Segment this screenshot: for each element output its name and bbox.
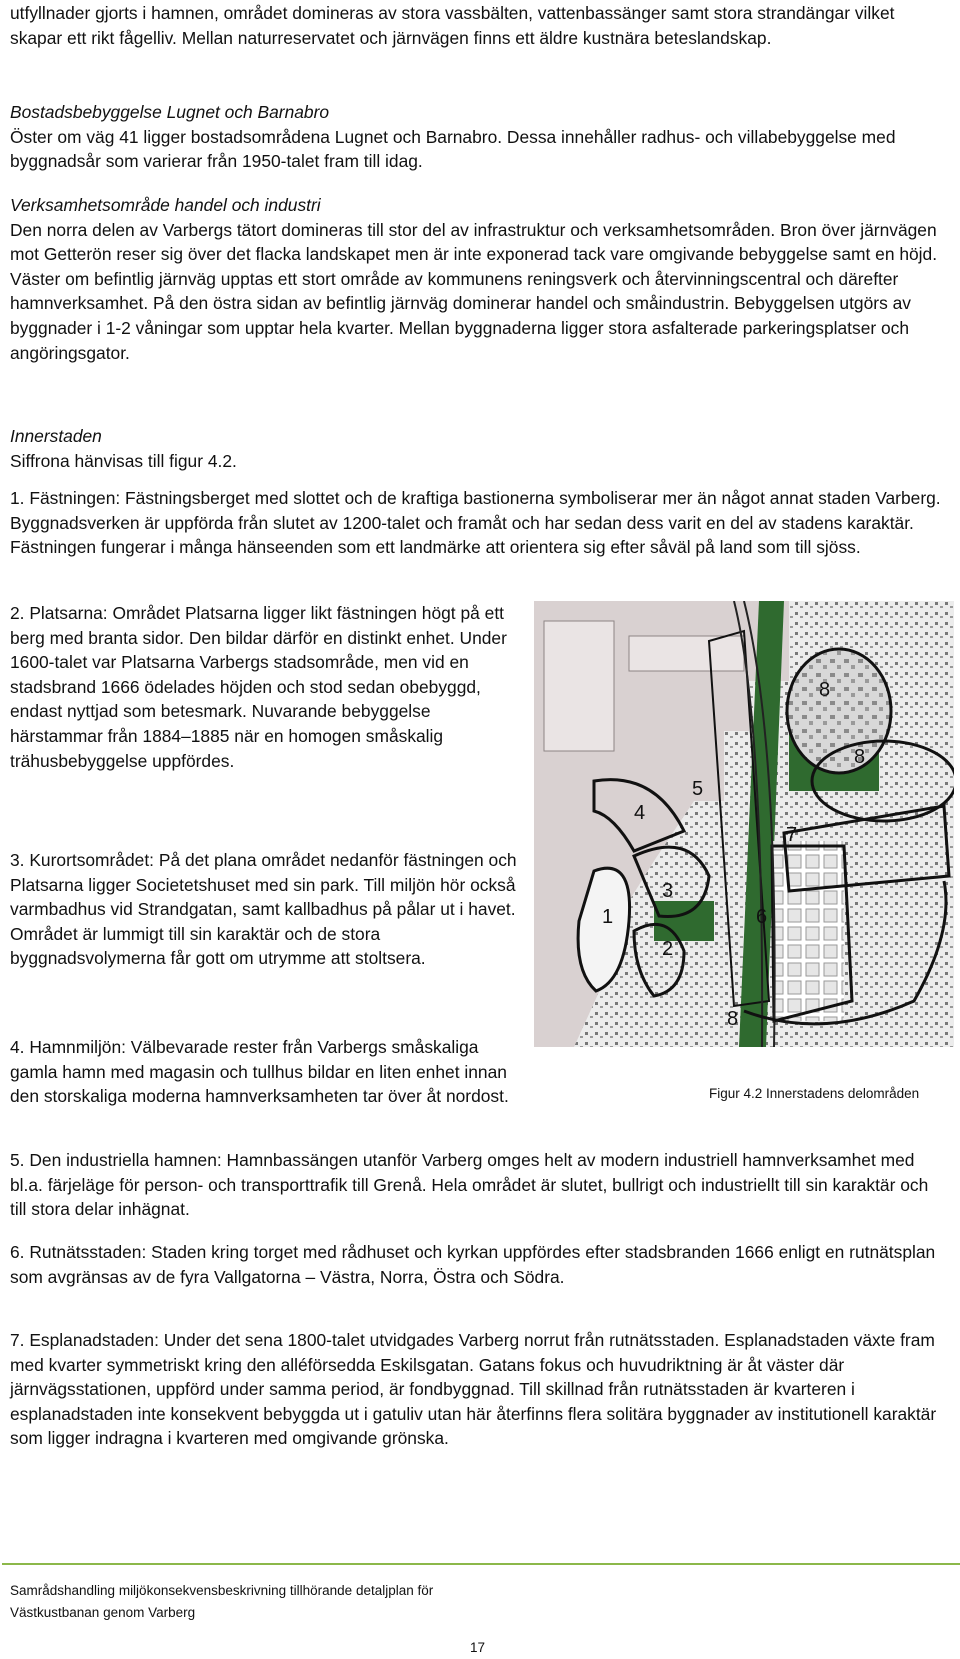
map-label: 8: [854, 746, 866, 768]
section-innerstaden: [10, 424, 945, 473]
footer: [10, 1580, 433, 1624]
list-item-text: 7. Esplanadstaden: Under det sena 1800-talet utvidgades Varberg norrut från rutnätsstaden. Esplanadstaden växte fram med kvarter symmetriskt kring den alléförsedda Eskilsgatan. Gatans fokus och huvudriktning är åt väster där järnvägsstationen, uppförd under samma period, är fondbyggnad. Till skillnad från rutnätsstaden är kvarteren i esplanadstaden inte konsekvent bebyggda ut i gatuliv utan här återfinns flera solitära byggnader av institutionell karaktär som ligger indragna i kvarteren med omgivande grönska.: [10, 1330, 937, 1449]
section-text-verksamhet: Den norra delen av Varbergs tätort domineras till stor del av infrastruktur och verksamhetsområden. Bron över järnvägen mot Getterön reser sig över det flacka landskapet men är inte exponerad tack vare omgivande bebyggelse samt en höjd. Väster om befintlig järnväg upptas ett stort område av kommunens reningsverk och återvinningscentral och därefter hamnverksamhet. På den östra sidan av befintlig järnväg dominerar handel och småindustrin. Bebyggelsen utgörs av byggnader i 1-2 våningar som upptar hela kvarter. Mellan byggnaderna ligger stora asfalterade parkeringsplatser och angöringsgator.: [10, 219, 938, 363]
list-item-1: [10, 486, 945, 560]
list-item-7: [10, 1328, 945, 1451]
footer-line: Västkustbanan genom Varberg: [10, 1605, 196, 1620]
map-green-park: [654, 901, 714, 941]
page-number: 17: [470, 1640, 486, 1655]
map-area-8-north: [787, 649, 891, 773]
list-item-text: 5. Den industriella hamnen: Hamnbassängen utanför Varberg omges helt av modern industriell hamnverksamhet med bl.a. färjeläge för person- och transporttrafik till Grenå. Hela området är slutet, bullrigt och industriellt till sin karaktär och till stora delar inhägnat.: [10, 1150, 929, 1220]
map-grid-city: [772, 841, 844, 1021]
map-label: 1: [602, 906, 614, 928]
list-item-2: [10, 601, 520, 773]
section-heading-bostad: Bostadsbebyggelse Lugnet och Barnabro: [10, 102, 330, 122]
section-heading-innerstaden: Innerstaden: [10, 426, 102, 446]
footer-line: Samrådshandling miljökonsekvensbeskrivning tillhörande detaljplan för: [10, 1583, 434, 1598]
list-item-5: [10, 1148, 945, 1222]
innerstaden-map: [534, 601, 954, 1047]
footer-divider: [2, 1563, 960, 1565]
section-text-bostad: Öster om väg 41 ligger bostadsområdena Lugnet och Barnabro. Dessa innehåller radhus- och villabebyggelse med byggnadsår som varierar från 1950-talet fram till idag.: [10, 126, 896, 172]
map-label: 3: [662, 880, 674, 902]
map-label: 8: [819, 679, 831, 701]
figure-caption: Figur 4.2 Innerstadens delområden: [709, 1086, 920, 1101]
section-verksamhet: [10, 193, 945, 365]
list-item-text: 4. Hamnmiljön: Välbevarade rester från Varbergs småskaliga gamla hamn med magasin och tullhus bildar en liten enhet innan den storskaliga moderna hamnverksamheten tar över åt nordost.: [10, 1037, 509, 1107]
map-pier: [629, 636, 744, 671]
intro-paragraph: [10, 1, 945, 50]
figure-map: [534, 601, 954, 1047]
section-bostad: [10, 100, 945, 174]
list-item-3: [10, 848, 520, 971]
list-item-6: [10, 1240, 945, 1289]
list-item-4: [10, 1035, 520, 1109]
section-subtitle-innerstaden: Siffrona hänvisas till figur 4.2.: [10, 450, 237, 471]
map-pier: [544, 621, 614, 751]
list-item-text: 2. Platsarna: Området Platsarna ligger likt fästningen högt på ett berg med branta sidor. Den bildar därför en distinkt enhet. Under 1600-talet var Platsarna Varbergs stadsområde, men vid en stadsbrand 1666 ödelades höjden och stod sedan obebyggd, endast nyttjad som betesmark. Nuvarande bebyggelse härstammar från 1884–1885 när en homogen småskalig trähusbebyggelse uppfördes.: [10, 603, 507, 771]
list-item-text: 1. Fästningen: Fästningsberget med slottet och de kraftiga bastionerna symboliserar mer än något annat staden Varberg. Byggnadsverken är uppförda från slutet av 1200-talet och framåt och har sedan dess varit en del av stadens karaktär. Fästningen fungerar i många hänseenden som ett landmärke att orientera sig efter såväl på land som till sjöss.: [10, 488, 941, 558]
map-label: 6: [756, 906, 768, 928]
map-label: 2: [662, 938, 674, 960]
map-label: 5: [692, 778, 704, 800]
section-heading-verksamhet: Verksamhetsområde handel och industri: [10, 195, 321, 215]
list-item-text: 3. Kurortsområdet: På det plana området nedanför fästningen och Platsarna ligger Societetshuset med sin park. Till miljön hör också varmbadhus vid Strandgatan, samt kallbadhus på pålar ut i havet. Området är lummigt till sin karaktär och de stora byggnadsvolymerna får gott om utrymme att stoltsera.: [10, 850, 517, 969]
list-item-text: 6. Rutnätsstaden: Staden kring torget med rådhuset och kyrkan uppfördes efter stadsbranden 1666 enligt en rutnätsplan som avgränsas av de fyra Vallgatorna – Västra, Norra, Östra och Södra.: [10, 1242, 936, 1287]
intro-text: utfyllnader gjorts i hamnen, området domineras av stora vassbälten, vattenbassänger samt stora strandängar vilket skapar ett rikt fågelliv. Mellan naturreservatet och järnvägen finns ett äldre kustnära beteslandskap.: [10, 3, 895, 48]
map-label: 8: [727, 1008, 739, 1030]
map-label: 4: [634, 802, 646, 824]
map-label: 7: [786, 824, 798, 846]
